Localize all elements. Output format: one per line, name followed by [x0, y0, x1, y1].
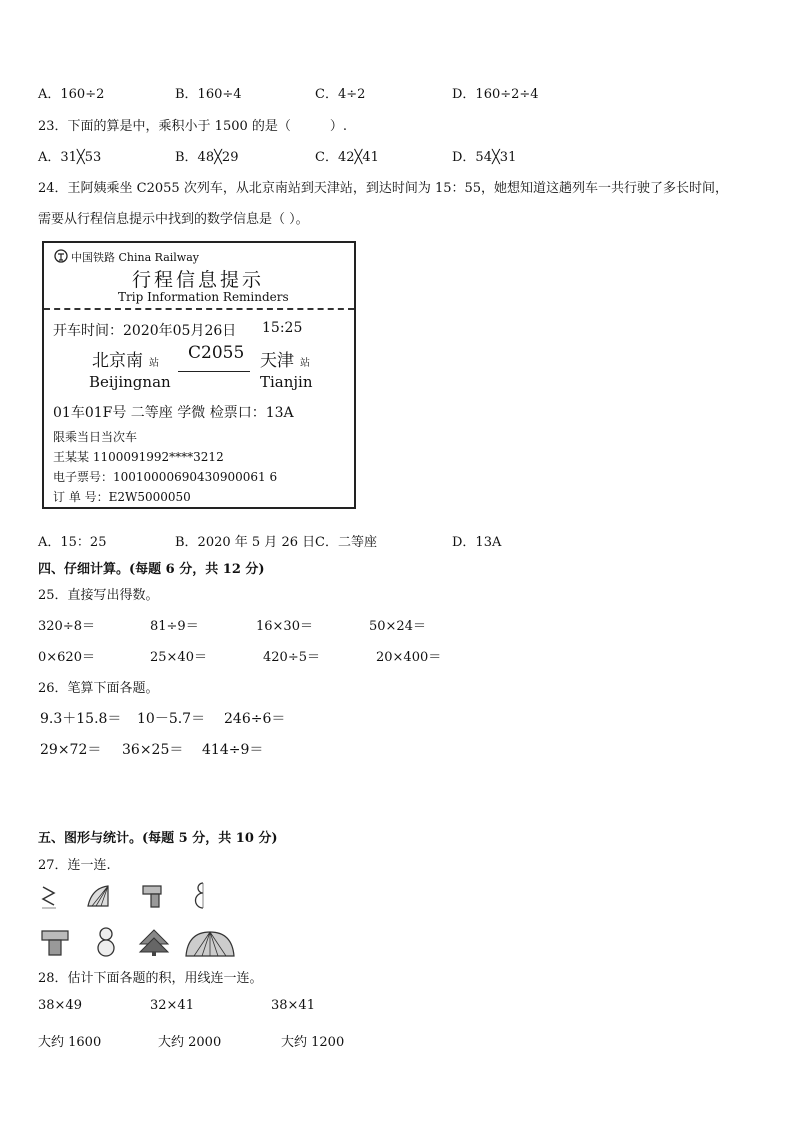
- q25-item: 420÷5＝: [263, 650, 320, 665]
- q26-item: 29×72＝: [40, 742, 102, 758]
- q26-item: 9.3＋15.8＝: [40, 711, 122, 727]
- q25-item: 81÷9＝: [150, 619, 199, 634]
- section4-title: 四、仔细计算。(每题 6 分，共 12 分): [38, 562, 265, 577]
- q24-option-b: B．2020 年 5 月 26 日: [175, 535, 316, 550]
- ticket-train-underline: [178, 371, 250, 372]
- q26-item: 414÷9＝: [202, 742, 264, 758]
- q22-option-d: D．160÷2÷4: [452, 87, 539, 102]
- snowman-icon: [94, 926, 118, 958]
- q28-estimate: 大约 1600: [38, 1035, 102, 1050]
- q23-option-d: D．54╳31: [452, 150, 517, 165]
- ticket-brand: 中国铁路 China Railway: [71, 251, 199, 264]
- ticket-title-en: Trip Information Reminders: [118, 290, 289, 304]
- q28-estimate: 大约 2000: [158, 1035, 222, 1050]
- ticket-depart-label: 开车时间：2020年05月26日: [53, 323, 237, 339]
- q22-option-a: A．160÷2: [38, 87, 105, 102]
- q26-item: 246÷6＝: [224, 711, 286, 727]
- ticket-dashed-divider: [44, 308, 354, 310]
- station-suffix: 站: [300, 358, 310, 369]
- q28-title: 28．估计下面各题的积，用线连一连。: [38, 971, 263, 986]
- section5-title: 五、图形与统计。(每题 5 分，共 10 分): [38, 831, 278, 846]
- trip-info-ticket: [42, 241, 356, 509]
- q25-item: 16×30＝: [256, 619, 313, 634]
- half-umbrella-icon: [86, 884, 112, 908]
- q25-item: 50×24＝: [369, 619, 426, 634]
- ticket-note: 限乘当日当次车: [53, 430, 138, 444]
- ticket-to-station-en: Tianjin: [260, 373, 313, 391]
- ticket-eticket-number: 电子票号：10010000690430900061 6: [53, 470, 278, 484]
- q25-item: 0×620＝: [38, 650, 95, 665]
- q23-stem: 23．下面的算是中，乘积小于 1500 的是（ ）.: [38, 119, 348, 134]
- ticket-from-station-cn: 北京南 站: [92, 351, 159, 371]
- umbrella-icon: [184, 930, 236, 958]
- q27-title: 27．连一连.: [38, 858, 111, 873]
- tree-icon: [138, 928, 170, 958]
- q24-stem-line2: 需要从行程信息提示中找到的数学信息是（ ）。: [38, 212, 309, 227]
- q24-option-d: D．13A: [452, 535, 502, 550]
- q25-item: 20×400＝: [376, 650, 442, 665]
- mushroom-icon: [40, 928, 70, 958]
- half-zigzag-icon: [40, 884, 58, 910]
- q24-option-a: A．15：25: [38, 535, 107, 550]
- q26-title: 26．笔算下面各题。: [38, 681, 159, 696]
- q28-expression: 32×41: [150, 998, 194, 1013]
- q23-option-c: C．42╳41: [315, 150, 379, 165]
- q25-title: 25．直接写出得数。: [38, 588, 159, 603]
- q28-estimate: 大约 1200: [281, 1035, 345, 1050]
- q22-option-b: B．160÷4: [175, 87, 242, 102]
- q25-item: 320÷8＝: [38, 619, 95, 634]
- ticket-from-station-en: Beijingnan: [89, 373, 171, 391]
- ticket-order-number: 订 单 号：E2W5000050: [53, 490, 191, 504]
- q22-option-c: C．4÷2: [315, 87, 366, 102]
- q23-option-b: B．48╳29: [175, 150, 239, 165]
- ticket-train-number: C2055: [188, 343, 245, 363]
- q23-option-a: A．31╳53: [38, 150, 102, 165]
- q28-expression: 38×41: [271, 998, 315, 1013]
- q25-item: 25×40＝: [150, 650, 207, 665]
- q26-item: 36×25＝: [122, 742, 184, 758]
- q24-stem-line1: 24．王阿姨乘坐 C2055 次列车，从北京南站到天津站，到达时间为 15：55，她想知道这趟列车一共行驶了多长时间，: [38, 181, 729, 196]
- ticket-to-station-cn: 天津 站: [260, 351, 310, 371]
- station-suffix: 站: [149, 358, 159, 369]
- ticket-passenger: 王某某 1100091992****3212: [53, 450, 224, 464]
- ticket-seat-info: 01车01F号 二等座 学微 检票口：13A: [53, 405, 294, 421]
- ticket-depart-time: 15:25: [262, 320, 303, 336]
- ticket-title-cn: 行程信息提示: [132, 269, 265, 291]
- q26-item: 10－5.7＝: [137, 711, 206, 727]
- half-mushroom-icon: [141, 883, 165, 909]
- q28-expression: 38×49: [38, 998, 82, 1013]
- china-railway-logo-icon: [54, 249, 68, 263]
- q24-option-c: C．二等座: [315, 535, 377, 550]
- half-snowman-icon: [191, 880, 211, 910]
